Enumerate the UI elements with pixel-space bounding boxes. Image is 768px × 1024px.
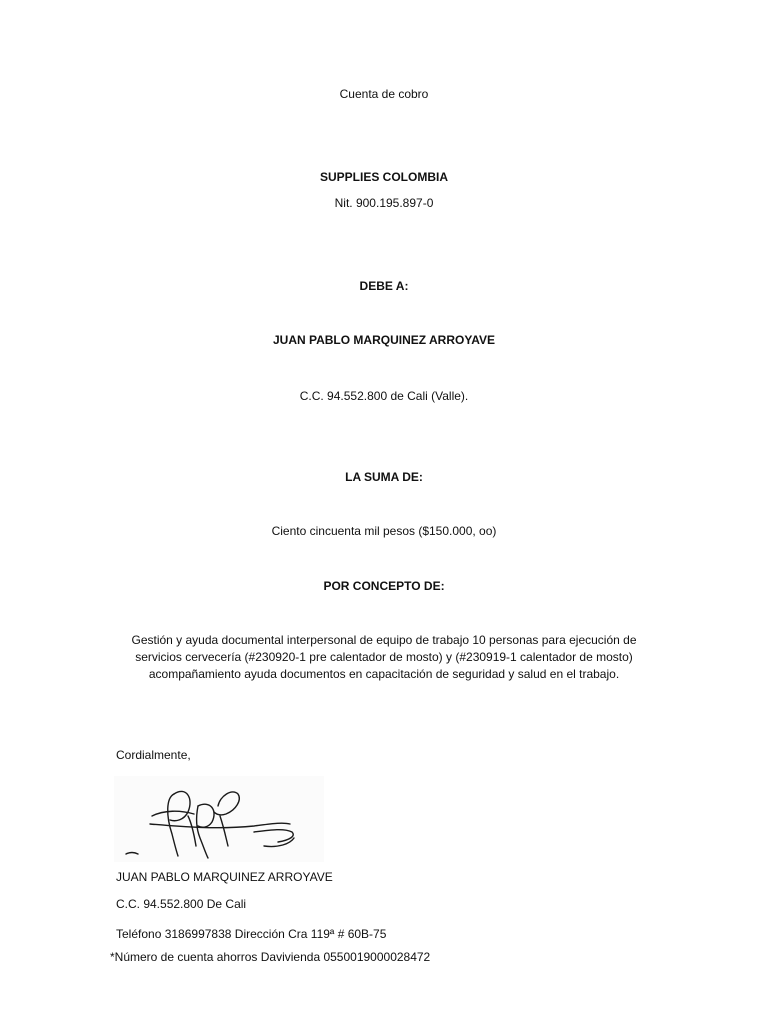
concept-line: acompañamiento ayuda documentos en capacitación de seguridad y salud en el trabajo. — [148, 667, 620, 681]
concept-line: servicios cervecería (#230920-1 pre calentador de mosto) y (#230919-1 calentador de mosto) — [135, 650, 633, 664]
document-title: Cuenta de cobro — [339, 87, 429, 101]
concept-paragraph — [80, 632, 688, 683]
signature-image — [114, 776, 324, 862]
signer-contact: Teléfono 3186997838 Dirección Cra 119ª # 60B-75 — [116, 927, 387, 941]
signer-id: C.C. 94.552.800 De Cali — [116, 897, 247, 911]
concept-line: Gestión y ayuda documental interpersonal de equipo de trabajo 10 personas para ejecución de — [131, 633, 637, 647]
creditor-id: C.C. 94.552.800 de Cali (Valle). — [299, 389, 469, 403]
bank-account: *Número de cuenta ahorros Davivienda 0550019000028472 — [110, 950, 431, 964]
handwritten-signature — [114, 776, 324, 862]
closing-text: Cordialmente, — [116, 748, 191, 762]
debe-label: DEBE A: — [359, 279, 409, 293]
concepto-label: POR CONCEPTO DE: — [323, 579, 445, 593]
company-nit: Nit. 900.195.897-0 — [334, 196, 434, 210]
amount-text: Ciento cincuenta mil pesos ($150.000, oo) — [271, 524, 497, 538]
suma-label: LA SUMA DE: — [345, 470, 423, 484]
signer-name: JUAN PABLO MARQUINEZ ARROYAVE — [116, 870, 333, 884]
company-name: SUPPLIES COLOMBIA — [319, 170, 448, 184]
creditor-name: JUAN PABLO MARQUINEZ ARROYAVE — [272, 333, 496, 347]
